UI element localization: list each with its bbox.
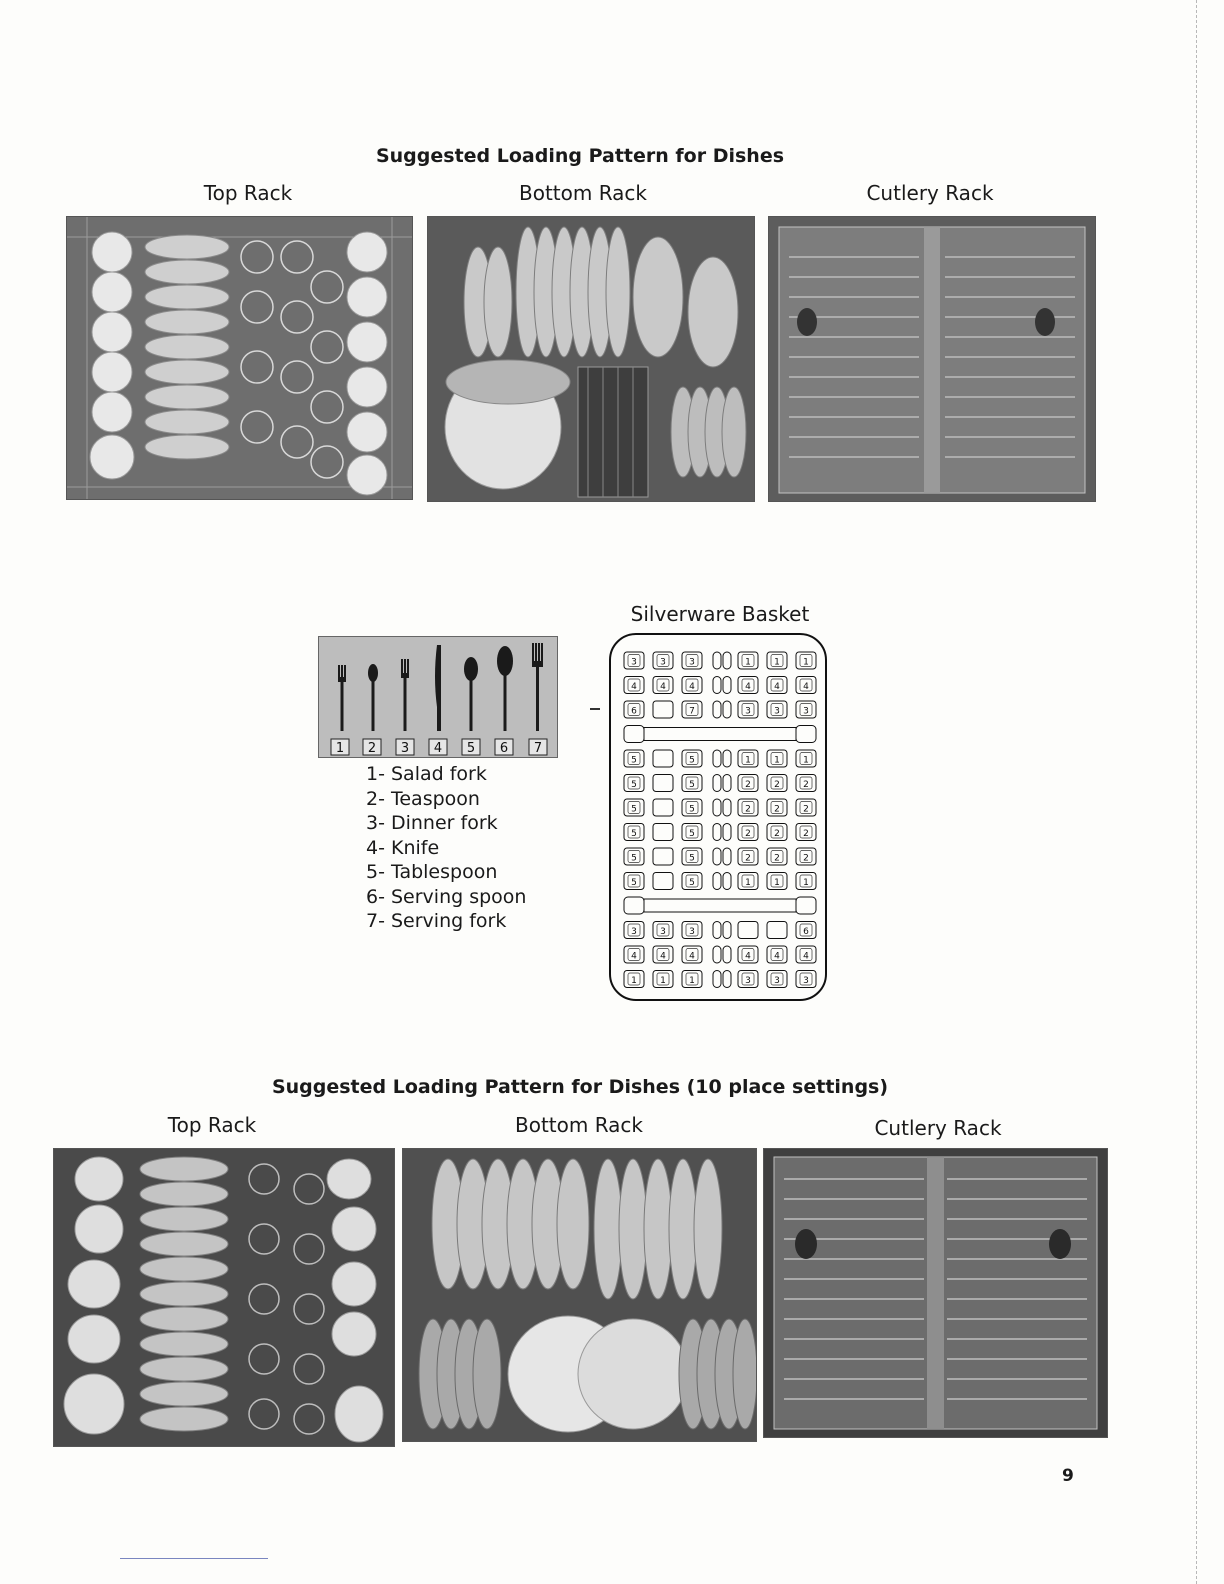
silverware-basket-diagram: [608, 632, 828, 1002]
legend-item: 7- Serving fork: [366, 910, 507, 932]
basket-round-slot: [713, 848, 721, 865]
basket-outline: [610, 634, 826, 1000]
basket-knife-slot: [713, 677, 721, 694]
basket-cell-label: 1: [803, 657, 809, 668]
legend-item: 6- Serving spoon: [366, 885, 527, 908]
basket-cell-label: 3: [689, 927, 695, 937]
basket-cell-label: 4: [689, 951, 695, 962]
basket-cell-label: 2: [745, 804, 751, 815]
section2-title: Suggested Loading Pattern for Dishes (10 place settings): [271, 1076, 889, 1098]
cutlery-rack-photo-1: [768, 216, 1096, 502]
basket-round-slot: [713, 922, 721, 939]
basket-cell-label: 4: [774, 951, 780, 962]
section1-bottom-rack-caption: Bottom Rack: [518, 181, 647, 205]
basket-cell-label: 5: [631, 780, 637, 790]
basket-cell-label: 7: [689, 706, 695, 717]
basket-cell-label: 1: [745, 755, 751, 766]
legend-number: 5: [466, 741, 476, 756]
basket-bar: [644, 899, 796, 912]
basket-cell-label: 3: [689, 657, 695, 668]
tablespoon-icon: [464, 657, 478, 731]
basket-bar-end: [624, 897, 644, 914]
basket-cell: [653, 701, 673, 718]
basket-bar: [644, 728, 796, 741]
basket-cell-label: 2: [803, 780, 809, 790]
legend-item: 2- Teaspoon: [366, 787, 480, 810]
basket-cell: [653, 873, 673, 890]
basket-cell-label: 5: [631, 804, 637, 815]
top-rack-photo-2: [53, 1148, 395, 1447]
basket-cell: [653, 775, 673, 792]
dinner-fork-icon: [401, 659, 409, 731]
basket-knife-slot: [713, 971, 721, 988]
basket-cell: [767, 922, 787, 939]
legend-number: 7: [533, 741, 543, 756]
basket-cell: [653, 848, 673, 865]
serving-fork-icon: [532, 643, 543, 731]
bottom-rack-photo-2: [402, 1148, 757, 1442]
basket-cell-label: 5: [631, 829, 637, 839]
legend-number: 4: [433, 741, 443, 756]
basket-cell-label: 2: [803, 804, 809, 815]
basket-round-slot: [723, 824, 731, 841]
basket-cell-label: 3: [745, 976, 751, 986]
basket-cell-label: 5: [689, 755, 695, 766]
legend-number: 1: [335, 741, 345, 756]
basket-knife-slot: [723, 946, 731, 963]
basket-cell-label: 2: [774, 853, 780, 864]
legend-item: 4- Knife: [366, 836, 440, 859]
basket-knife-slot: [723, 677, 731, 694]
arrow-mark: [590, 708, 600, 710]
basket-cell: [653, 824, 673, 841]
section2-bottom-rack-caption: Bottom Rack: [514, 1113, 643, 1137]
basket-cell-label: 4: [631, 682, 637, 692]
basket-round-slot: [723, 701, 731, 718]
basket-cell-label: 1: [745, 878, 751, 888]
basket-cell-label: 3: [774, 976, 780, 986]
basket-cell-label: 3: [631, 657, 637, 668]
cutlery-rack-photo-2: [763, 1148, 1108, 1438]
basket-cell: [738, 922, 758, 939]
section1-top-rack-caption: Top Rack: [203, 181, 293, 205]
basket-cell-label: 5: [689, 829, 695, 839]
basket-round-slot: [713, 750, 721, 767]
basket-round-slot: [713, 873, 721, 890]
basket-cell-label: 1: [803, 755, 809, 766]
basket-cell-label: 2: [774, 829, 780, 839]
basket-round-slot: [713, 799, 721, 816]
basket-cell-label: 1: [745, 657, 751, 668]
basket-cell: [653, 799, 673, 816]
basket-round-slot: [713, 824, 721, 841]
salad-fork-icon: [338, 665, 346, 731]
legend-number: 2: [367, 741, 377, 756]
knife-icon: [435, 645, 441, 731]
scan-margin-line: [1196, 0, 1197, 1584]
footnote-rule: [120, 1558, 268, 1559]
basket-knife-slot: [713, 652, 721, 669]
basket-cell-label: 5: [689, 804, 695, 815]
basket-cell-label: 1: [689, 976, 695, 986]
basket-cell-label: 4: [660, 682, 666, 692]
bottom-rack-photo-1: [427, 216, 755, 502]
basket-round-slot: [723, 873, 731, 890]
basket-cell-label: 4: [803, 951, 809, 962]
basket-round-slot: [723, 848, 731, 865]
section2-top-rack-caption: Top Rack: [167, 1113, 257, 1137]
basket-cell-label: 1: [774, 878, 780, 888]
legend-number: 6: [499, 741, 509, 756]
basket-cell-label: 4: [745, 682, 751, 692]
basket-cell-label: 6: [631, 706, 637, 717]
basket-cell-label: 2: [803, 853, 809, 864]
basket-cell-label: 3: [774, 706, 780, 717]
section2-cutlery-rack-caption: Cutlery Rack: [874, 1116, 1002, 1140]
teaspoon-icon: [368, 664, 378, 731]
cutlery-legend-list: [366, 762, 526, 934]
basket-cell-label: 1: [660, 976, 666, 986]
basket-cell-label: 2: [803, 829, 809, 839]
basket-cell-label: 5: [631, 878, 637, 888]
serving-spoon-icon: [497, 646, 513, 731]
section1-title: Suggested Loading Pattern for Dishes: [375, 145, 785, 167]
basket-cell-label: 5: [689, 878, 695, 888]
basket-cell-label: 1: [774, 657, 780, 668]
basket-cell-label: 6: [803, 927, 809, 937]
basket-round-slot: [723, 799, 731, 816]
basket-cell-label: 3: [745, 706, 751, 717]
basket-cell-label: 4: [660, 951, 666, 962]
basket-round-slot: [713, 701, 721, 718]
legend-number: 3: [400, 741, 410, 756]
basket-bar-end: [796, 726, 816, 743]
cutlery-legend-diagram: [318, 636, 558, 758]
basket-bar-end: [624, 726, 644, 743]
basket-cell-label: 1: [774, 755, 780, 766]
basket-cell-label: 5: [631, 853, 637, 864]
basket-cell-label: 2: [745, 853, 751, 864]
basket-cell-label: 3: [660, 657, 666, 668]
silverware-basket-title: Silverware Basket: [630, 602, 810, 626]
basket-knife-slot: [723, 971, 731, 988]
basket-cell-label: 4: [803, 682, 809, 692]
basket-cell-label: 1: [803, 878, 809, 888]
basket-cell-label: 3: [660, 927, 666, 937]
basket-cell-label: 2: [774, 804, 780, 815]
basket-cell-label: 5: [631, 755, 637, 766]
basket-cell-label: 3: [631, 927, 637, 937]
basket-knife-slot: [723, 652, 731, 669]
top-rack-photo-1: [66, 216, 413, 500]
basket-cell-label: 2: [774, 780, 780, 790]
basket-knife-slot: [713, 946, 721, 963]
basket-round-slot: [723, 750, 731, 767]
legend-item: 1- Salad fork: [366, 763, 487, 785]
basket-cell-label: 5: [689, 853, 695, 864]
section1-cutlery-rack-caption: Cutlery Rack: [866, 181, 994, 205]
basket-cell-label: 1: [631, 976, 637, 986]
basket-round-slot: [713, 775, 721, 792]
basket-bar-end: [796, 897, 816, 914]
basket-cell-label: 3: [803, 706, 809, 717]
basket-cell-label: 4: [631, 951, 637, 962]
basket-cell-label: 2: [745, 829, 751, 839]
legend-item: 3- Dinner fork: [366, 812, 498, 834]
basket-cell-label: 4: [745, 951, 751, 962]
basket-cell-label: 4: [689, 682, 695, 692]
basket-cell: [653, 750, 673, 767]
basket-round-slot: [723, 775, 731, 792]
basket-cell-label: 2: [745, 780, 751, 790]
page-number: 9: [1062, 1466, 1074, 1486]
legend-item: 5- Tablespoon: [366, 861, 498, 883]
basket-cell-label: 5: [689, 780, 695, 790]
basket-cell-label: 3: [803, 976, 809, 986]
basket-cell-label: 4: [774, 682, 780, 692]
basket-round-slot: [723, 922, 731, 939]
